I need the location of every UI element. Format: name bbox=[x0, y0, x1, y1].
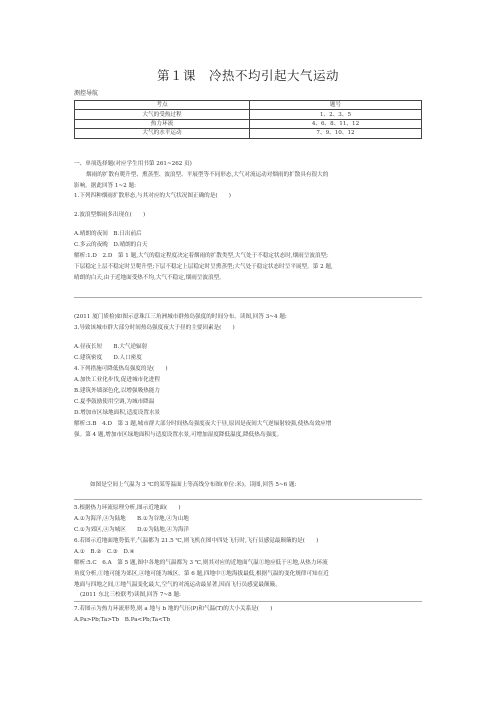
analysis-text: 解析:5.C 6.A 第 5 题,图中各地的气温都为 3 ℃,则其对应的近地面气温①地应低于④地,从热力环流 bbox=[74, 560, 328, 566]
header-question-numbers: 题号 bbox=[250, 101, 422, 110]
question-text: 1.下列四种烟雨扩散形态,与其对应的大气状况图正确的是( ) bbox=[74, 193, 231, 199]
table-cell: 1、2、3、5 bbox=[250, 110, 422, 119]
table-cell: 大气的水平运动 bbox=[75, 129, 250, 138]
lesson-title: 第１课 冷热不均引起大气运动 bbox=[156, 68, 339, 83]
analysis-text: 晴朗的白天,由于近地面受热不均,大气不稳定,烟雨呈波浪型。 bbox=[74, 275, 225, 281]
answer-option: A.①为海洋,④为陆地 B.①为谷地,④为山地 bbox=[74, 516, 189, 522]
passage-text: 如图是空间上气温为 3 ℃的某等温面上等高线分布图(单位:米)。读图,回答 5~6 题: bbox=[90, 482, 297, 488]
table-cell: 4、6、8、11、12 bbox=[250, 119, 422, 128]
question-text: 3.导致该城市群大部分时间热岛强度夜大于昼的主要因素是( ) bbox=[74, 325, 235, 331]
table-cell: 热力环流 bbox=[75, 119, 250, 128]
analysis-text: 地面与四地之间,①地气温变化最大,空气的对流运动最显著,因而飞行员感觉最颠簸。 bbox=[74, 582, 281, 588]
navigation-table bbox=[74, 100, 422, 139]
answer-option: C.建筑密度 D.人口密度 bbox=[74, 355, 142, 361]
passage-text: (2011 东北三校联考)读图,回答 7~8 题: bbox=[80, 592, 181, 598]
question-text: 5.根据热力环流原理分析,图示近地面( ) bbox=[74, 505, 181, 511]
question-text: 2.波浪型烟雨多出现在( ) bbox=[74, 212, 146, 218]
question-text: 7.若图示为热力环流形势,则 a 地与 b 地的气压(P)和气温(T)的大小关系是( ) bbox=[74, 606, 273, 612]
table-cell: 7、9、10、12 bbox=[250, 129, 422, 138]
analysis-text: 下层稳定上层不稳定时呈爬升型;下层不稳定上层稳定时呈熏蒸型;大气处于稳定状态时呈平展型。第 2 题, bbox=[74, 264, 333, 270]
analysis-text: 角度分析,①地可能为郊区,④地可能为城区。第 6 题,四地中①地海拔最低,根据气温的变化规律可知在近 bbox=[74, 571, 329, 577]
table-cell: 大气的受热过程 bbox=[75, 110, 250, 119]
question-text: 6.若图示近地面地势低平,气温都为 21.5 ℃,则飞机在图中四处飞行时,飞行员感觉最颠簸的是( ) bbox=[74, 538, 319, 544]
passage-text: (2011 厦门质检)如图示意珠江三角洲城市群热岛强度的时间分布。读图,回答 3~4 题: bbox=[74, 314, 287, 320]
table-row bbox=[75, 110, 422, 119]
table-row bbox=[75, 119, 422, 128]
answer-option: A.① B.② C.③ D.④ bbox=[74, 549, 135, 555]
analysis-text: 解析:3.B 4.D 第 3 题,城市群大部分时间热岛强度夜大于昼,原因是夜间大气逆辐射较强,使热岛效应增 bbox=[74, 421, 332, 427]
intro-text: 影响。据此回答 1~2 题: bbox=[74, 183, 136, 189]
analysis-text: 强。第 4 题,增加市区绿地面积与适度设置水景,可增加湿度降低温度,降低热岛强度。 bbox=[74, 432, 283, 438]
answer-option: A.晴朗的夜间 B.日出前后 bbox=[74, 231, 142, 237]
divider bbox=[74, 297, 422, 298]
analysis-text: 解析:1.D 2.D 第 1 题,大气的稳定程度决定着烟雨的扩散类型,大气处于不稳定状态时,烟雨呈波浪型; bbox=[74, 253, 329, 259]
divider bbox=[74, 499, 422, 500]
answer-option: A.加快工业化步伐,促进城市化进程 bbox=[74, 377, 160, 383]
section-subtitle: 测控导航 bbox=[74, 90, 99, 97]
header-topic: 考点 bbox=[75, 101, 250, 110]
answer-option: C.多云的夜晚 D.晴朗的白天 bbox=[74, 242, 148, 248]
intro-text: 烟雨的扩散有爬升型、熏蒸型、波浪型、平展型等不同形态,大气对流运动对烟雨的扩散具有很大的 bbox=[86, 172, 329, 178]
table-row bbox=[75, 129, 422, 138]
answer-option: C.夏季鼓励使用空调,为城市降温 bbox=[74, 399, 155, 405]
section-heading: 一、单项选择题(对应学生用书第 261~262 页) bbox=[74, 161, 192, 167]
question-text: 4.下列措施可降低热岛强度的是( ) bbox=[74, 366, 168, 372]
table-header-row bbox=[75, 101, 422, 110]
answer-option: A.昼夜长短 B.大气逆辐射 bbox=[74, 344, 148, 350]
answer-option: A.Pa>Pb;Ta>Tb B.Pa<Pb;Ta<Tb bbox=[74, 617, 171, 623]
answer-option: D.增加市区绿地面积,适度设置水景 bbox=[74, 410, 161, 416]
answer-option: B.建筑外墙深色化,以增强吸热能力 bbox=[74, 388, 160, 394]
answer-option: C.①为郊区,④为城区 D.①为陆地,④为海洋 bbox=[74, 527, 190, 533]
divider bbox=[74, 601, 422, 602]
